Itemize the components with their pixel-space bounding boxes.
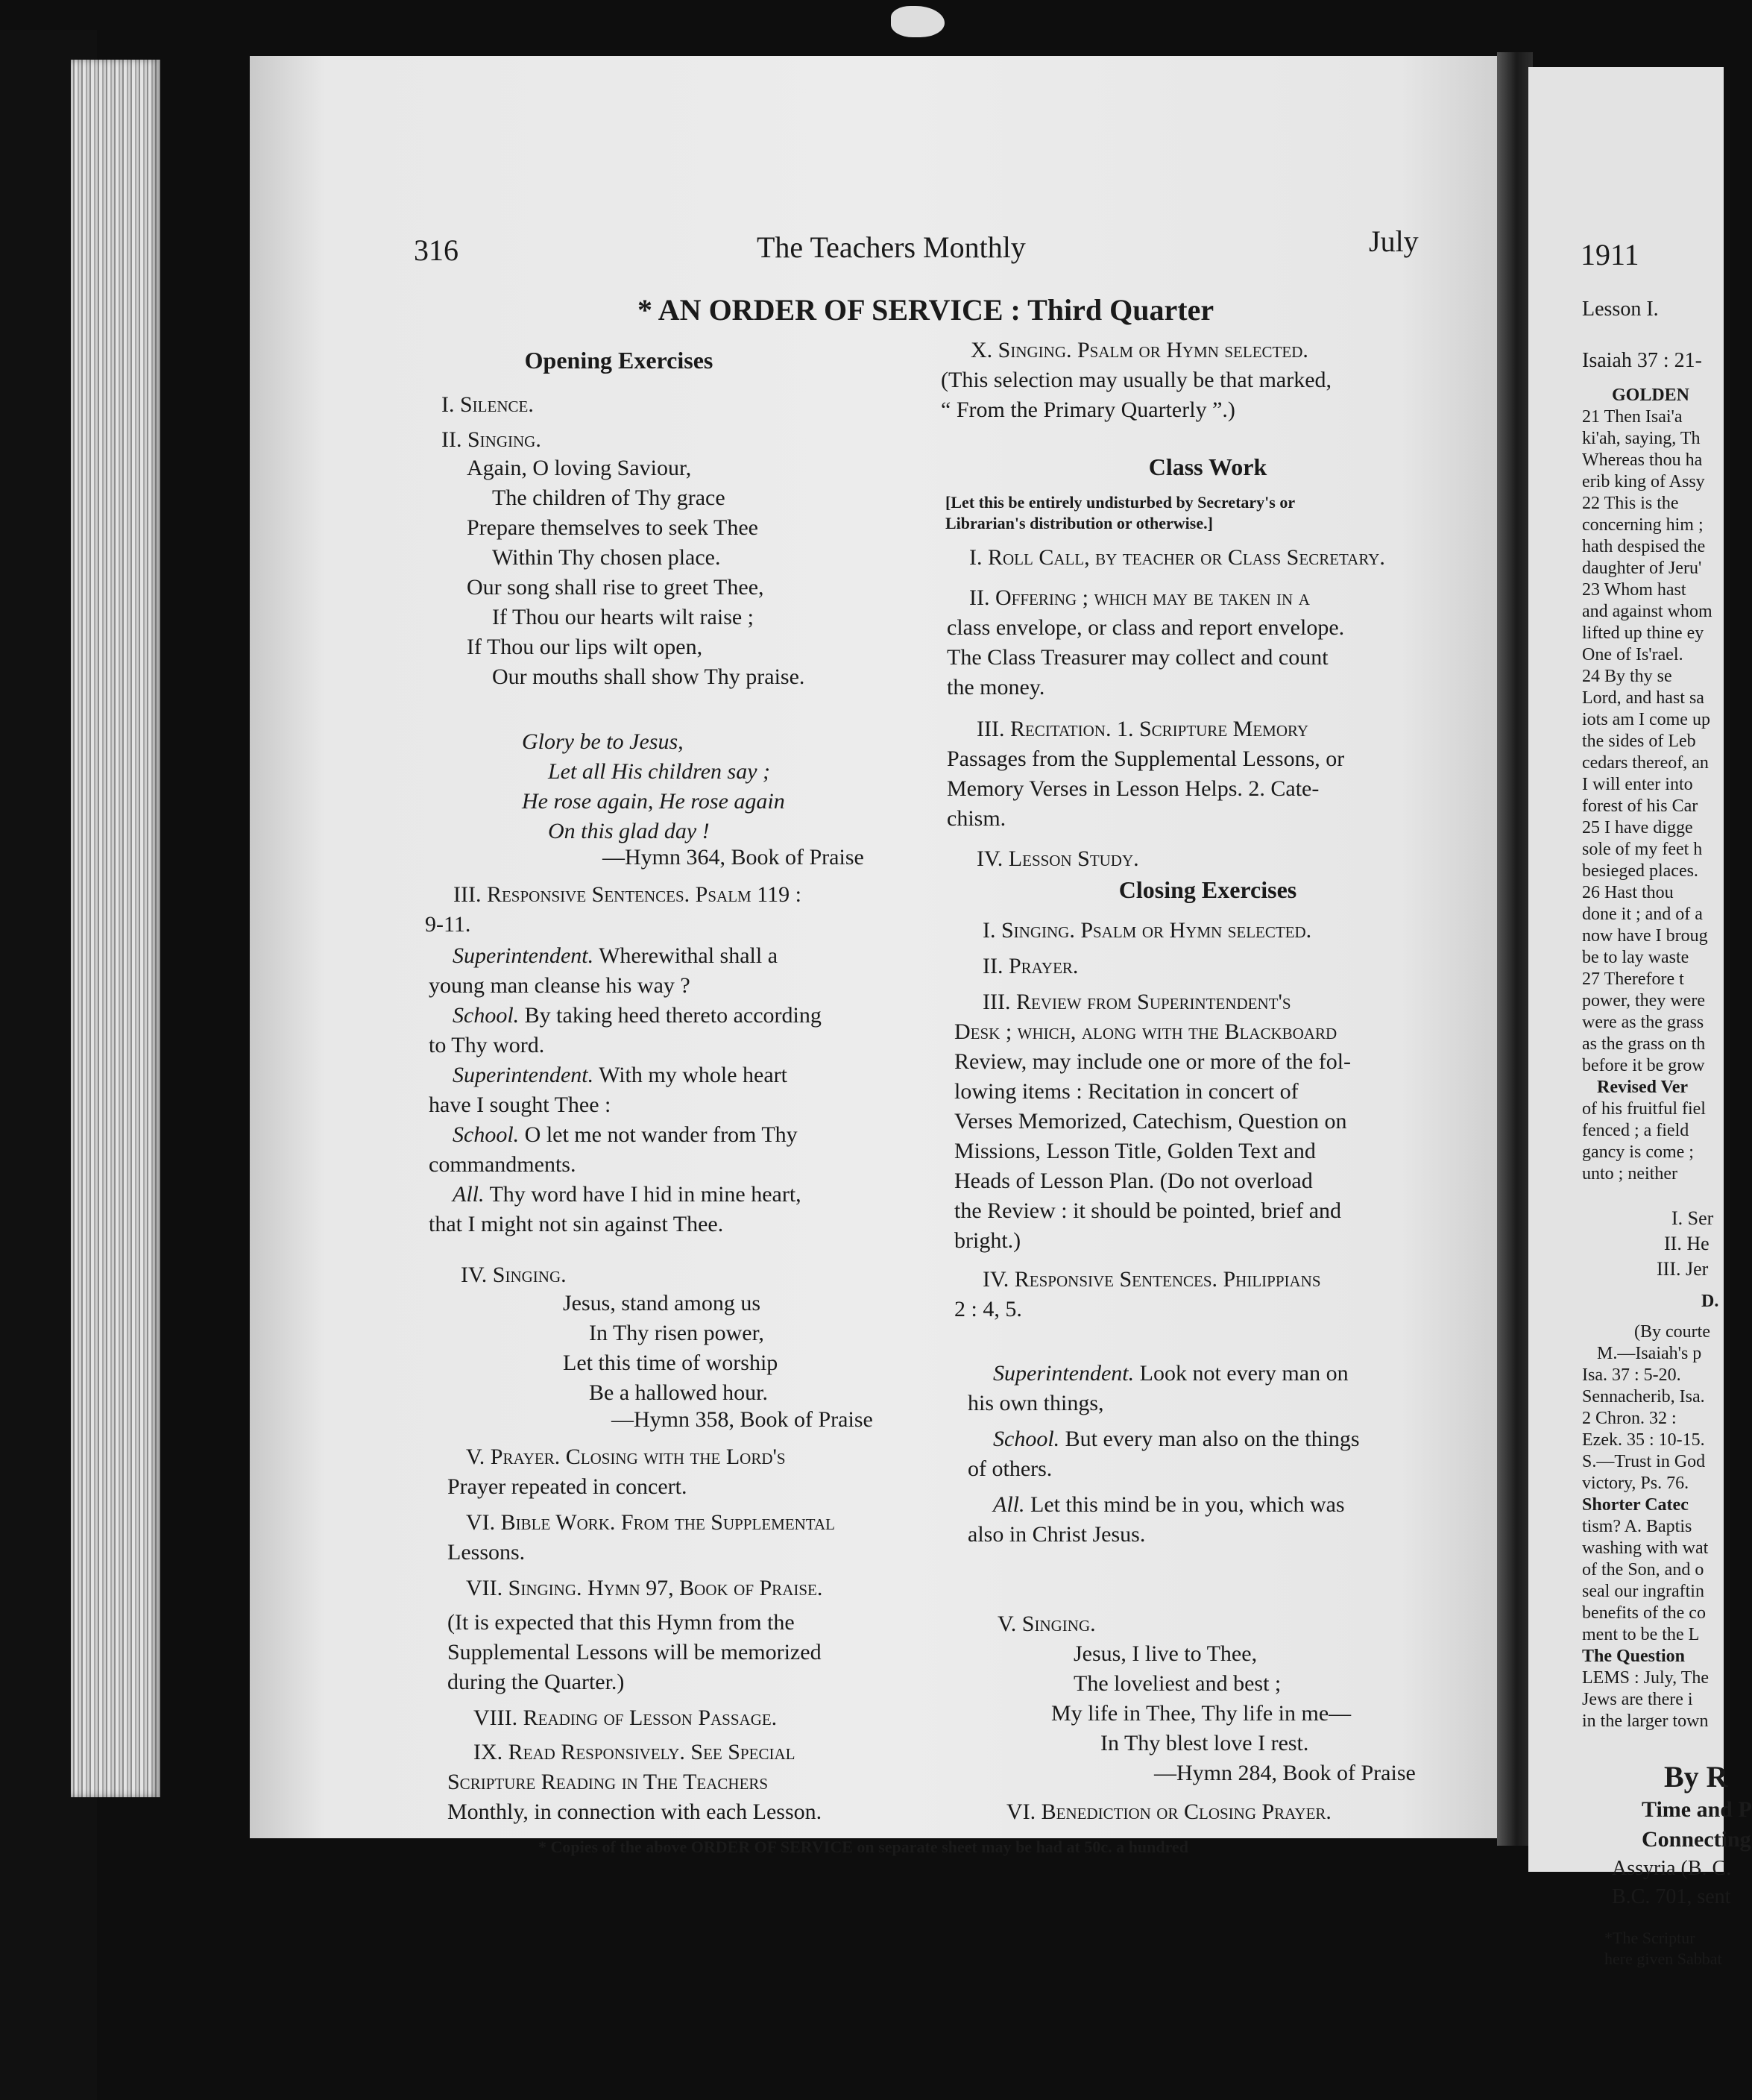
hymn-line: Be a hallowed hour. bbox=[589, 1380, 768, 1405]
dialogue-text: of others. bbox=[968, 1456, 1053, 1481]
text-line: VII. Singing. Hymn 97, Book of Praise. bbox=[466, 1576, 823, 1600]
hymn-three-reference: —Hymn 284, Book of Praise bbox=[1154, 1761, 1416, 1785]
text-line: of his fruitful fiel bbox=[1582, 1099, 1706, 1119]
text-line: Lessons. bbox=[447, 1540, 526, 1565]
text-line: Lord, and hast sa bbox=[1582, 688, 1704, 708]
text-line: ki'ah, saying, Th bbox=[1582, 429, 1701, 448]
chorus-line: Let all His children say ; bbox=[548, 759, 771, 784]
dialogue-text: Look not every man on bbox=[1139, 1361, 1349, 1386]
text-line: Supplemental Lessons will be memorized bbox=[447, 1640, 822, 1664]
text-line: as the grass on th bbox=[1582, 1034, 1706, 1054]
responsive-sentences: III. Responsive Sentences. Psalm 119 : bbox=[453, 882, 801, 907]
responsive-ref: 9-11. bbox=[425, 912, 471, 937]
singing-selection bbox=[941, 336, 1463, 425]
text-line: now have I broug bbox=[1582, 926, 1708, 946]
hymn-three bbox=[1044, 1639, 1476, 1758]
text-line: 2 Chron. 32 : bbox=[1582, 1409, 1677, 1428]
hymn-line: In Thy risen power, bbox=[589, 1321, 764, 1345]
hymn-line: Within Thy chosen place. bbox=[492, 545, 721, 570]
text-line: X. Singing. Psalm or Hymn selected. bbox=[971, 338, 1308, 362]
text-line: 26 Hast thou bbox=[1582, 883, 1674, 902]
text-line: Passages from the Supplemental Lessons, or bbox=[947, 746, 1345, 771]
hymn-line: Prepare themselves to seek Thee bbox=[467, 515, 758, 540]
text-line: M.—Isaiah's p bbox=[1597, 1344, 1702, 1363]
dialogue-text: to Thy word. bbox=[429, 1033, 545, 1057]
page-number: 316 bbox=[414, 233, 459, 267]
text-line: washing with wat bbox=[1582, 1538, 1709, 1558]
text-line: seal our ingraftin bbox=[1582, 1582, 1704, 1601]
text-line: Assyria (B. C. bbox=[1612, 1857, 1732, 1880]
text-line: Scripture Reading in The Teachers bbox=[447, 1770, 769, 1794]
hymn-two bbox=[522, 1289, 939, 1408]
text-line: I. Singing. Psalm or Hymn selected. bbox=[983, 918, 1312, 943]
text-line: 2 : 4, 5. bbox=[954, 1297, 1022, 1321]
speaker: Superintendent. bbox=[453, 1063, 594, 1087]
dialogue-text: By taking heed thereto according bbox=[524, 1003, 822, 1028]
text-line: cedars thereof, an bbox=[1582, 753, 1709, 773]
speaker: School. bbox=[993, 1427, 1060, 1451]
text-line: 24 By thy se bbox=[1582, 667, 1672, 686]
text-line: daughter of Jeru' bbox=[1582, 559, 1702, 578]
text-line: of the Son, and o bbox=[1582, 1560, 1704, 1579]
hymn-line: My life in Thee, Thy life in me— bbox=[1051, 1701, 1352, 1726]
class-work-heading: Class Work bbox=[1148, 453, 1267, 480]
hymn-one-chorus bbox=[417, 727, 924, 846]
text-line: (This selection may usually be that marked, bbox=[941, 368, 1332, 392]
hymn-line: Let this time of worship bbox=[563, 1351, 778, 1375]
item-singing-five: V. Singing. bbox=[998, 1612, 1096, 1636]
text-line: LEMS : July, The bbox=[1582, 1668, 1710, 1688]
text-line: Monthly, in connection with each Lesson. bbox=[447, 1799, 822, 1824]
text-line: Verses Memorized, Catechism, Question on bbox=[954, 1109, 1347, 1134]
text-line: Librarian's distribution or otherwise.] bbox=[945, 514, 1213, 532]
text-line: the sides of Leb bbox=[1582, 732, 1696, 751]
text-line: unto ; neither bbox=[1582, 1164, 1677, 1183]
text-line: concerning him ; bbox=[1582, 515, 1704, 535]
speaker: Superintendent. bbox=[993, 1361, 1135, 1386]
text-line: V. Prayer. Closing with the Lord's bbox=[466, 1444, 786, 1469]
running-title: The Teachers Monthly bbox=[757, 230, 1026, 264]
hymn-one bbox=[417, 453, 924, 692]
text-line: class envelope, or class and report envelope. bbox=[947, 615, 1345, 640]
text-line: Prayer repeated in concert. bbox=[447, 1474, 687, 1499]
hymn-two-reference: —Hymn 358, Book of Praise bbox=[611, 1407, 873, 1432]
speaker: All. bbox=[453, 1182, 485, 1207]
text-line: IV. Responsive Sentences. Philippians bbox=[983, 1267, 1321, 1292]
hymn-line: Our mouths shall show Thy praise. bbox=[492, 664, 805, 689]
footnote: * Copies of the above ORDER OF SERVICE on separate sheet may be had at 50c. a hundred bbox=[538, 1838, 1188, 1856]
text-line: were as the grass bbox=[1582, 1013, 1704, 1032]
text-line: III. Review from Superintendent's bbox=[983, 990, 1291, 1014]
left-items bbox=[447, 1442, 939, 1827]
dialogue-text: With my whole heart bbox=[599, 1063, 787, 1087]
chorus-line: He rose again, He rose again bbox=[522, 789, 785, 814]
text-line: VIII. Reading of Lesson Passage. bbox=[473, 1706, 778, 1730]
text-line: hath despised the bbox=[1582, 537, 1706, 556]
closing-items bbox=[954, 916, 1476, 1324]
text-line: erib king of Assy bbox=[1582, 472, 1705, 491]
hymn-line: In Thy blest love I rest. bbox=[1100, 1731, 1309, 1755]
text-line: benefits of the co bbox=[1582, 1603, 1706, 1623]
dialogue-text: have I sought Thee : bbox=[429, 1093, 611, 1117]
responsive-dialogue bbox=[429, 941, 936, 1239]
hymn-line: The children of Thy grace bbox=[492, 485, 725, 510]
text-line: besieged places. bbox=[1582, 861, 1698, 881]
text-line: victory, Ps. 76. bbox=[1582, 1474, 1689, 1493]
next-page-year: 1911 bbox=[1581, 238, 1639, 271]
class-note bbox=[945, 492, 1467, 534]
speaker: School. bbox=[453, 1003, 520, 1028]
text-line: chism. bbox=[947, 806, 1006, 831]
text-line: tism? A. Baptis bbox=[1582, 1517, 1692, 1536]
text-line: be to lay waste bbox=[1582, 948, 1689, 967]
text-line: I will enter into bbox=[1582, 775, 1693, 794]
text-line: fenced ; a field bbox=[1582, 1121, 1689, 1140]
text-line: IX. Read Responsively. See Special bbox=[473, 1740, 795, 1764]
text-line: 25 I have digge bbox=[1582, 818, 1693, 837]
text-line: 22 This is the bbox=[1582, 494, 1679, 513]
text-line: lowing items : Recitation in concert of bbox=[954, 1079, 1299, 1104]
text-line: *The Scriptur bbox=[1604, 1928, 1695, 1947]
text-line: 21 Then Isai'a bbox=[1582, 407, 1683, 427]
scan-speck bbox=[891, 6, 945, 37]
text-line: By R bbox=[1664, 1760, 1728, 1794]
text-line: here given Sabbat bbox=[1604, 1949, 1722, 1968]
next-page-text bbox=[1582, 298, 1752, 1969]
text-line: D. bbox=[1701, 1292, 1719, 1311]
item-singing: II. Singing. bbox=[441, 427, 541, 452]
page-title: * AN ORDER OF SERVICE : Third Quarter bbox=[637, 293, 1214, 327]
hymn-line: Jesus, I live to Thee, bbox=[1074, 1641, 1258, 1666]
text-line: III. Jer bbox=[1657, 1258, 1709, 1280]
text-line: III. Recitation. 1. Scripture Memory bbox=[977, 717, 1308, 741]
dialogue-text: But every man also on the things bbox=[1065, 1427, 1360, 1451]
book-gutter bbox=[1497, 52, 1533, 1846]
text-line: [Let this be entirely undisturbed by Secretary's or bbox=[945, 493, 1296, 512]
text-line: Time and P bbox=[1642, 1797, 1752, 1822]
hymn-line: Jesus, stand among us bbox=[563, 1291, 760, 1315]
text-line: II. Offering ; which may be taken in a bbox=[969, 585, 1310, 610]
text-line: ment to be the L bbox=[1582, 1625, 1700, 1644]
text-line: The Question bbox=[1582, 1647, 1686, 1666]
text-line: (By courte bbox=[1634, 1322, 1710, 1342]
text-line: Connecting bbox=[1642, 1827, 1751, 1852]
dialogue-text: that I might not sin against Thee. bbox=[429, 1212, 724, 1236]
dialogue-text: commandments. bbox=[429, 1152, 576, 1177]
text-line: Desk ; which, along with the Blackboard bbox=[954, 1019, 1337, 1044]
hymn-line: If Thou our lips wilt open, bbox=[467, 635, 703, 659]
text-line: Review, may include one or more of the fol- bbox=[954, 1049, 1352, 1074]
text-line: and against whom bbox=[1582, 602, 1712, 621]
text-line: VI. Bible Work. From the Supplemental bbox=[466, 1510, 835, 1535]
hymn-line: Again, O loving Saviour, bbox=[467, 456, 692, 480]
text-line: the money. bbox=[947, 675, 1045, 700]
closing-exercises-heading: Closing Exercises bbox=[1118, 876, 1297, 903]
class-items bbox=[947, 543, 1469, 874]
closing-dialogue bbox=[968, 1359, 1490, 1550]
text-line: done it ; and of a bbox=[1582, 905, 1703, 924]
opening-exercises-heading: Opening Exercises bbox=[524, 347, 713, 374]
dialogue-text: O let me not wander from Thy bbox=[524, 1122, 798, 1147]
text-line: 23 Whom hast bbox=[1582, 580, 1686, 600]
text-line: Revised Ver bbox=[1597, 1078, 1688, 1097]
text-line: Jews are there i bbox=[1582, 1690, 1693, 1709]
text-line: Isa. 37 : 5-20. bbox=[1582, 1365, 1681, 1385]
text-line: Isaiah 37 : 21- bbox=[1582, 349, 1702, 372]
text-line: I. Ser bbox=[1671, 1207, 1714, 1229]
speaker: All. bbox=[993, 1492, 1025, 1517]
dialogue-text: young man cleanse his way ? bbox=[429, 973, 690, 998]
text-line: Memory Verses in Lesson Helps. 2. Cate- bbox=[947, 776, 1320, 801]
text-line: 27 Therefore t bbox=[1582, 969, 1684, 989]
page-edges bbox=[71, 60, 160, 1797]
text-line: gancy is come ; bbox=[1582, 1142, 1694, 1162]
dialogue-text: also in Christ Jesus. bbox=[968, 1522, 1146, 1547]
speaker: Superintendent. bbox=[453, 943, 594, 968]
dialogue-text: his own things, bbox=[968, 1391, 1104, 1415]
item-singing-four: IV. Singing. bbox=[461, 1263, 567, 1287]
item-silence: I. Silence. bbox=[441, 392, 534, 417]
hymn-line: Our song shall rise to greet Thee, bbox=[467, 575, 764, 600]
text-line: II. Prayer. bbox=[983, 954, 1079, 978]
dialogue-text: Wherewithal shall a bbox=[599, 943, 778, 968]
benediction: VI. Benediction or Closing Prayer. bbox=[1006, 1799, 1332, 1824]
text-line: iots am I come up bbox=[1582, 710, 1710, 729]
speaker: School. bbox=[453, 1122, 520, 1147]
hymn-line: If Thou our hearts wilt raise ; bbox=[492, 605, 754, 629]
text-line: II. He bbox=[1664, 1233, 1710, 1254]
text-line: GOLDEN bbox=[1612, 386, 1690, 405]
text-line: “ From the Primary Quarterly ”.) bbox=[941, 397, 1235, 422]
text-line: One of Is'rael. bbox=[1582, 645, 1683, 664]
text-line: Shorter Catec bbox=[1582, 1495, 1689, 1515]
chorus-line: Glory be to Jesus, bbox=[522, 729, 684, 754]
dialogue-text: Let this mind be in you, which was bbox=[1030, 1492, 1345, 1517]
text-line: before it be grow bbox=[1582, 1056, 1705, 1075]
text-line: The Class Treasurer may collect and count bbox=[947, 645, 1329, 670]
text-line: forest of his Car bbox=[1582, 796, 1698, 816]
text-line: Missions, Lesson Title, Golden Text and bbox=[954, 1139, 1316, 1163]
text-line: bright.) bbox=[954, 1228, 1021, 1253]
hymn-one-reference: —Hymn 364, Book of Praise bbox=[602, 845, 864, 870]
dialogue-text: Thy word have I hid in mine heart, bbox=[489, 1182, 801, 1207]
text-line: IV. Lesson Study. bbox=[977, 846, 1139, 871]
text-line: Ezek. 35 : 10-15. bbox=[1582, 1430, 1705, 1450]
text-line: power, they were bbox=[1582, 991, 1705, 1010]
chorus-line: On this glad day ! bbox=[548, 819, 710, 843]
text-line: lifted up thine ey bbox=[1582, 623, 1704, 643]
text-line: I. Roll Call, by teacher or Class Secretary. bbox=[969, 545, 1385, 570]
hymn-line: The loveliest and best ; bbox=[1074, 1671, 1282, 1696]
text-line: (It is expected that this Hymn from the bbox=[447, 1610, 795, 1635]
text-line: S.—Trust in God bbox=[1582, 1452, 1706, 1471]
header-month: July bbox=[1369, 224, 1419, 258]
text-line: in the larger town bbox=[1582, 1711, 1709, 1731]
text-line: sole of my feet h bbox=[1582, 840, 1703, 859]
text-line: Lesson I. bbox=[1582, 298, 1659, 321]
text-line: during the Quarter.) bbox=[447, 1670, 625, 1694]
text-line: B.C. 701, sent bbox=[1612, 1885, 1731, 1908]
text-line: Sennacherib, Isa. bbox=[1582, 1387, 1705, 1406]
text-line: the Review : it should be pointed, brief and bbox=[954, 1198, 1342, 1223]
next-page bbox=[1528, 67, 1752, 1968]
text-line: Heads of Lesson Plan. (Do not overload bbox=[954, 1169, 1313, 1193]
text-line: Whereas thou ha bbox=[1582, 450, 1703, 470]
